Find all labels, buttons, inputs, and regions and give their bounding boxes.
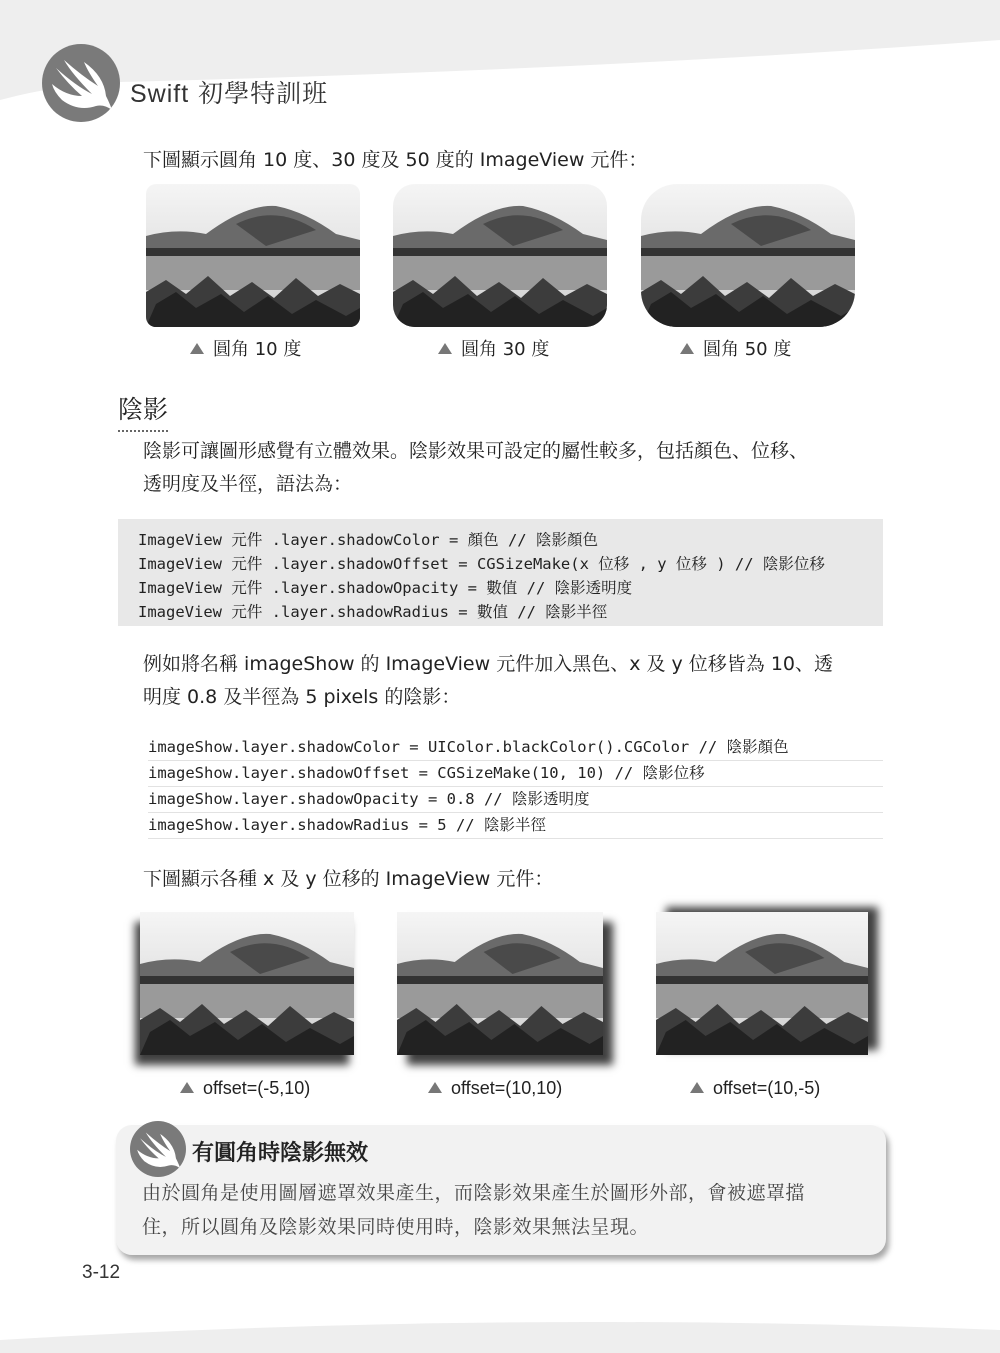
offset-caption-1: offset=(-5,10): [180, 1078, 310, 1099]
triangle-icon: [690, 1082, 704, 1093]
code-line: ImageView 元件 .layer.shadowColor = 顏色 // 陰影顏色: [138, 531, 598, 549]
corner-caption-10: 圓角 10 度: [190, 335, 301, 361]
triangle-icon: [680, 343, 694, 354]
triangle-icon: [438, 343, 452, 354]
code-line: ImageView 元件 .layer.shadowOpacity = 數值 // 陰影透明度: [138, 579, 633, 597]
code-line: ImageView 元件 .layer.shadowRadius = 數值 // 陰影半徑: [138, 603, 608, 621]
offset-10-neg5-image: [656, 912, 868, 1055]
triangle-icon: [180, 1082, 194, 1093]
code-line: ImageView 元件 .layer.shadowOffset = CGSizeMake(x 位移 , y 位移 ) // 陰影位移: [138, 555, 825, 573]
section-heading: 陰影: [118, 390, 168, 426]
offset-neg5-10-image: [140, 912, 354, 1055]
swift-logo-icon: [42, 44, 120, 122]
intro-offset-text: 下圖顯示各種 x 及 y 位移的 ImageView 元件：: [143, 868, 554, 890]
corner-10-image: [146, 184, 360, 327]
tip-title: 有圓角時陰影無效: [192, 1141, 369, 1166]
corner-30-image: [393, 184, 607, 327]
offset-caption-2: offset=(10,10): [428, 1078, 562, 1099]
example-paragraph: 例如將名稱 imageShow 的 ImageView 元件加入黑色、x 及 y 位移皆為 10、透 明度 0.8 及半徑為 5 pixels 的陰影：: [143, 653, 834, 708]
triangle-icon: [428, 1082, 442, 1093]
page-number: 3-12: [82, 1262, 121, 1283]
code-line: imageShow.layer.shadowOpacity = 0.8 // 陰影透明度: [148, 787, 883, 813]
code-line: imageShow.layer.shadowOffset = CGSizeMake(10, 10) // 陰影位移: [148, 761, 883, 787]
tip-body: 由於圓角是使用圖層遮罩效果產生，而陰影效果產生於圖形外部，會被遮罩擋 住，所以圓角及陰影效果同時使用時，陰影效果無法呈現。: [142, 1182, 806, 1238]
triangle-icon: [190, 343, 204, 354]
shadow-paragraph: 陰影可讓圖形感覺有立體效果。陰影效果可設定的屬性較多，包括顏色、位移、 透明度及半徑，語法為：: [143, 440, 809, 495]
corner-caption-50: 圓角 50 度: [680, 335, 791, 361]
corner-50-image: [641, 184, 855, 327]
syntax-code-block: [118, 519, 883, 626]
corner-caption-30: 圓角 30 度: [438, 335, 549, 361]
header-band: [0, 0, 1000, 130]
code-line: imageShow.layer.shadowRadius = 5 // 陰影半徑: [148, 813, 883, 839]
footer-band: [0, 1300, 1000, 1353]
offset-caption-3: offset=(10,-5): [690, 1078, 820, 1099]
code-line: imageShow.layer.shadowColor = UIColor.blackColor().CGColor // 陰影顏色: [148, 735, 883, 761]
intro-corner-text: 下圖顯示圓角 10 度、30 度及 50 度的 ImageView 元件：: [143, 149, 648, 171]
offset-10-10-image: [397, 912, 603, 1055]
swift-logo-icon: [130, 1121, 186, 1177]
book-title: Swift 初學特訓班: [130, 79, 329, 108]
